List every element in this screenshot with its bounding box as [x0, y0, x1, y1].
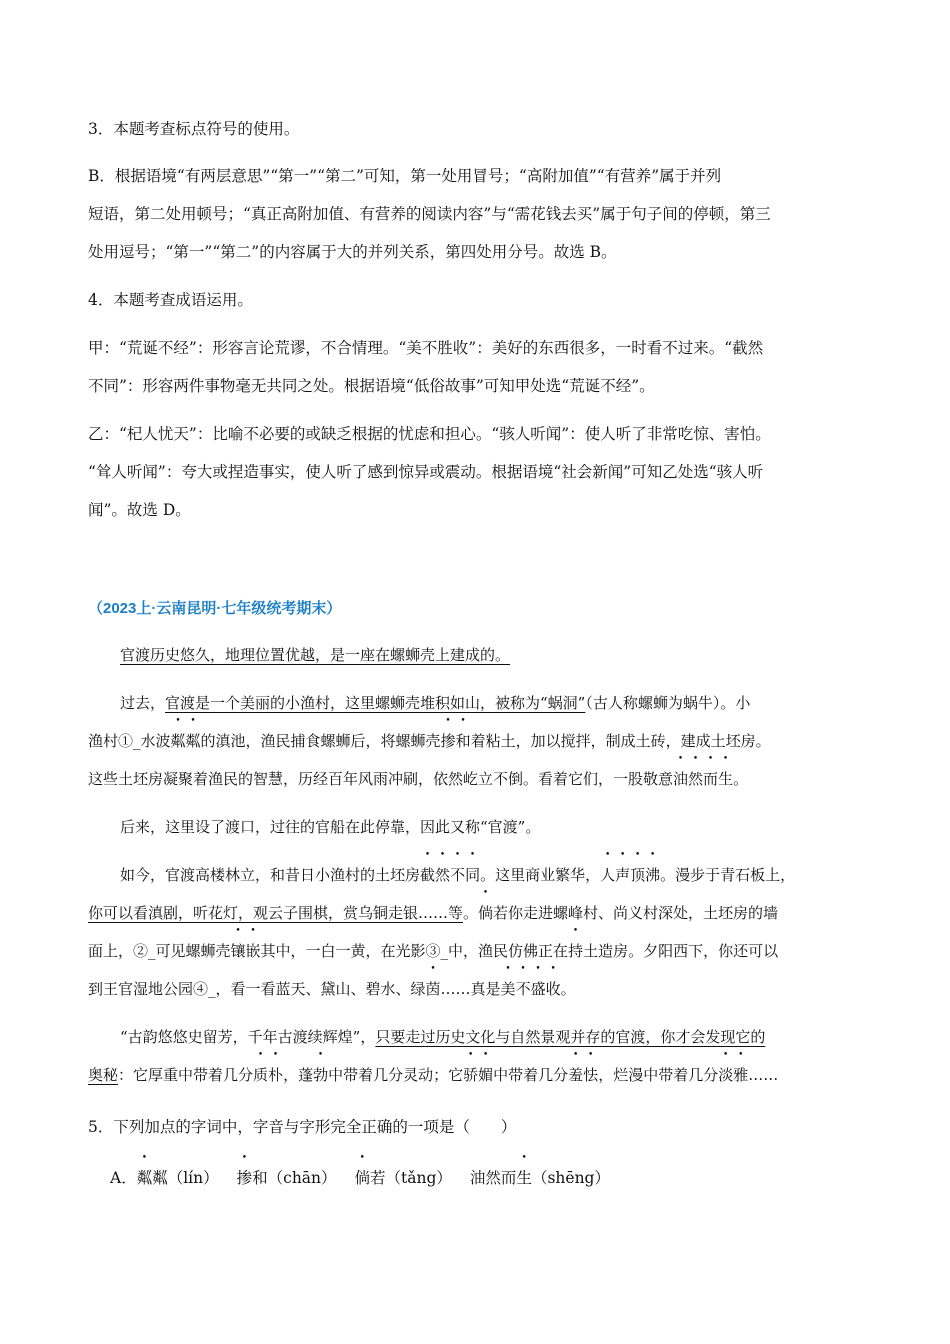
text: “古韵悠悠史留芳，千年古渡续辉煌”， — [120, 1028, 376, 1046]
dotted-char: 茵 — [425, 980, 441, 998]
dotted-char: 沸 — [645, 866, 661, 884]
dotted-char: 媚 — [478, 1066, 494, 1084]
dotted-char: 镶 — [230, 942, 246, 960]
dotted-char: 油 — [673, 770, 689, 788]
text: 这些土坯房凝聚着渔民的智慧，历经百年风雨冲刷，依然屹立不倒。看着它们，一股敬意 — [88, 770, 674, 788]
text: 。 — [463, 904, 479, 922]
dotted-char: 声 — [615, 866, 631, 884]
passage-p4-line-2 — [88, 1056, 860, 1094]
dotted-char: 粼 — [136, 1169, 153, 1187]
text: 。漫步于青石板上， — [660, 866, 796, 884]
text: 面上，②_可见螺蛳壳 — [88, 942, 231, 960]
passage-p2: 后来，这里设了渡口，过往的官船在此停靠，因此又称“官渡”。 — [120, 818, 541, 836]
underlined-text: 官渡是一个美丽的小渔村，这里螺蛳壳堆积如山，被称为“蜗洞” — [165, 694, 586, 712]
dotted-char: 同 — [465, 866, 481, 884]
q3-line-1: B．根据语境“有两层意思”“第一”“第二”可知，第一处用冒号；“高附加值”“有营养”属于并列 — [88, 167, 722, 185]
underlined-text: 奥秘 — [88, 1066, 119, 1084]
text: 土造房。夕阳西下，你还可以 — [583, 942, 779, 960]
passage-p3-line-2 — [88, 894, 860, 932]
text: 中带着几分灵动；它 — [328, 1066, 464, 1084]
underlined-text: 你可以看滇剧，听花灯，观云子围棋，赏乌铜走银……等 — [88, 904, 464, 922]
dotted-char: 雅 — [733, 1066, 749, 1084]
dotted-char: 掺 — [440, 732, 456, 750]
dotted-char: 生 — [516, 1169, 532, 1187]
passage-p4-line-1 — [120, 1018, 860, 1056]
q5-stem: 5．下列加点的字词中，字音与字形完全正确的一项是（ ） — [88, 1118, 517, 1136]
dotted-char: 收 — [545, 980, 561, 998]
text: 和（chān） — [252, 1169, 337, 1187]
dotted-char: 不 — [450, 866, 466, 884]
dotted-char: 顶 — [630, 866, 646, 884]
q3-line-2: 短语，第二处用顿号；“真正高附加值、有营养的阅读内容”与“需花钱去买”属于句子间的停顿，第三 — [88, 205, 771, 223]
dotted-char: 嵌 — [245, 942, 261, 960]
dotted-char: 朴 — [268, 1066, 284, 1084]
dotted-char: 质 — [253, 1066, 269, 1084]
dotted-char: 羞 — [568, 1066, 584, 1084]
text: ，蓬 — [283, 1066, 314, 1084]
q5-option-a[interactable] — [110, 1166, 628, 1188]
dotted-char: 怯 — [583, 1066, 599, 1084]
q4-yi-line-2: “耸人听闻”：夸大或捏造事实，使人听了感到惊异或震动。根据语境“社会新闻”可知乙处选“骇人听 — [88, 463, 764, 481]
text: （shēng） — [531, 1169, 610, 1187]
dotted-char: 而 — [703, 770, 719, 788]
passage-p1-line-3 — [88, 760, 860, 798]
text: 到王官湿地公园④_，看一看蓝天、黛山、碧水、绿 — [88, 980, 426, 998]
dotted-char: 掺 — [236, 1169, 253, 1187]
passage-title — [120, 636, 892, 674]
text: 若你走进螺峰村、尚义村深处，土坯房的墙 — [493, 904, 779, 922]
dotted-char: 然 — [688, 770, 704, 788]
q4-jia-line-2: 不同”：形容两件事物毫无共同之处。根据语境“低俗故事”可知甲处选“荒诞不经”。 — [88, 377, 655, 395]
text: 其中，一白一黄，在光影③_中，渔民仿佛正在 — [260, 942, 569, 960]
underlined-text: 只要走过历史文化与自然景观并存的官渡，你才会发现它的 — [375, 1028, 766, 1046]
text: 。这里商业繁华， — [480, 866, 601, 884]
dotted-char: 倘 — [478, 904, 494, 922]
q4-yi-line-3: 闻”。故选 D。 — [88, 501, 191, 519]
q4-title: 4．本题考查成语运用。 — [88, 291, 253, 309]
passage-p1-line-1 — [120, 684, 892, 722]
q3-line-3: 处用逗号；“第一”“第二”的内容属于大的并列关系，第四处用分号。故选 B。 — [88, 243, 617, 261]
option-item — [137, 1169, 219, 1187]
option-item — [470, 1169, 610, 1187]
text: 。 — [733, 770, 749, 788]
dotted-char: 人 — [600, 866, 616, 884]
dotted-char: 粼 — [185, 732, 201, 750]
text: 渔村①_水波 — [88, 732, 171, 750]
source-heading: （2023上·云南昆明·七年级统考期末） — [88, 600, 342, 617]
dotted-char: 盛 — [530, 980, 546, 998]
text: ：它厚重中带着几分 — [118, 1066, 254, 1084]
dotted-char: 持 — [568, 942, 584, 960]
passage-p3-line-4 — [88, 970, 860, 1008]
text: 着粘土，加以搅拌，制成土砖，建成土坯房。 — [470, 732, 771, 750]
text: 粼（lín） — [152, 1169, 219, 1187]
text: …… — [748, 1066, 779, 1084]
q4-jia-line-1: 甲：“荒诞不经”：形容言论荒谬，不合情理。“美不胜收”：美好的东西很多，一时看不过来。“截然 — [88, 339, 764, 357]
dotted-char: 淡 — [718, 1066, 734, 1084]
text: 若（tǎng） — [370, 1169, 452, 1187]
dotted-char: 不 — [515, 980, 531, 998]
dotted-char: 粼 — [170, 732, 186, 750]
dotted-char: 勃 — [313, 1066, 329, 1084]
q3-title: 3．本题考查标点符号的使用。 — [88, 120, 300, 138]
passage-p3-line-3 — [88, 932, 860, 970]
option-item — [237, 1169, 337, 1187]
text: 过去， — [120, 694, 166, 712]
text: 如今，官渡高楼林立，和昔日小渔村的土坯房 — [120, 866, 421, 884]
dotted-char: 和 — [455, 732, 471, 750]
text: 油然而 — [469, 1169, 517, 1187]
text: 的滇池，渔民捕食螺蛳后，将螺蛳壳 — [200, 732, 441, 750]
passage-title-text: 官渡历史悠久，地理位置优越，是一座在螺蛳壳上建成的。 — [120, 646, 511, 664]
text: ，烂漫中带着几分 — [598, 1066, 719, 1084]
dotted-char: 美 — [500, 980, 516, 998]
passage-p1-line-2 — [88, 722, 860, 760]
text: 。 — [560, 980, 576, 998]
text: （古人称螺蛳为蜗牛）。小 — [585, 694, 751, 712]
dotted-char: 截 — [420, 866, 436, 884]
option-item — [355, 1169, 452, 1187]
passage-p3-line-1 — [120, 856, 892, 894]
text: 中带着几分 — [493, 1066, 569, 1084]
q4-yi-line-1: 乙：“杞人忧天”：比喻不必要的或缺乏根据的忧虑和担心。“骇人听闻”：使人听了非常吃惊、害怕。 — [88, 425, 771, 443]
option-label: A． — [110, 1169, 137, 1187]
dotted-char: 生 — [718, 770, 734, 788]
dotted-char: 倘 — [354, 1169, 371, 1187]
dotted-char: 然 — [435, 866, 451, 884]
text: ……真是 — [440, 980, 501, 998]
dotted-char: 骄 — [463, 1066, 479, 1084]
